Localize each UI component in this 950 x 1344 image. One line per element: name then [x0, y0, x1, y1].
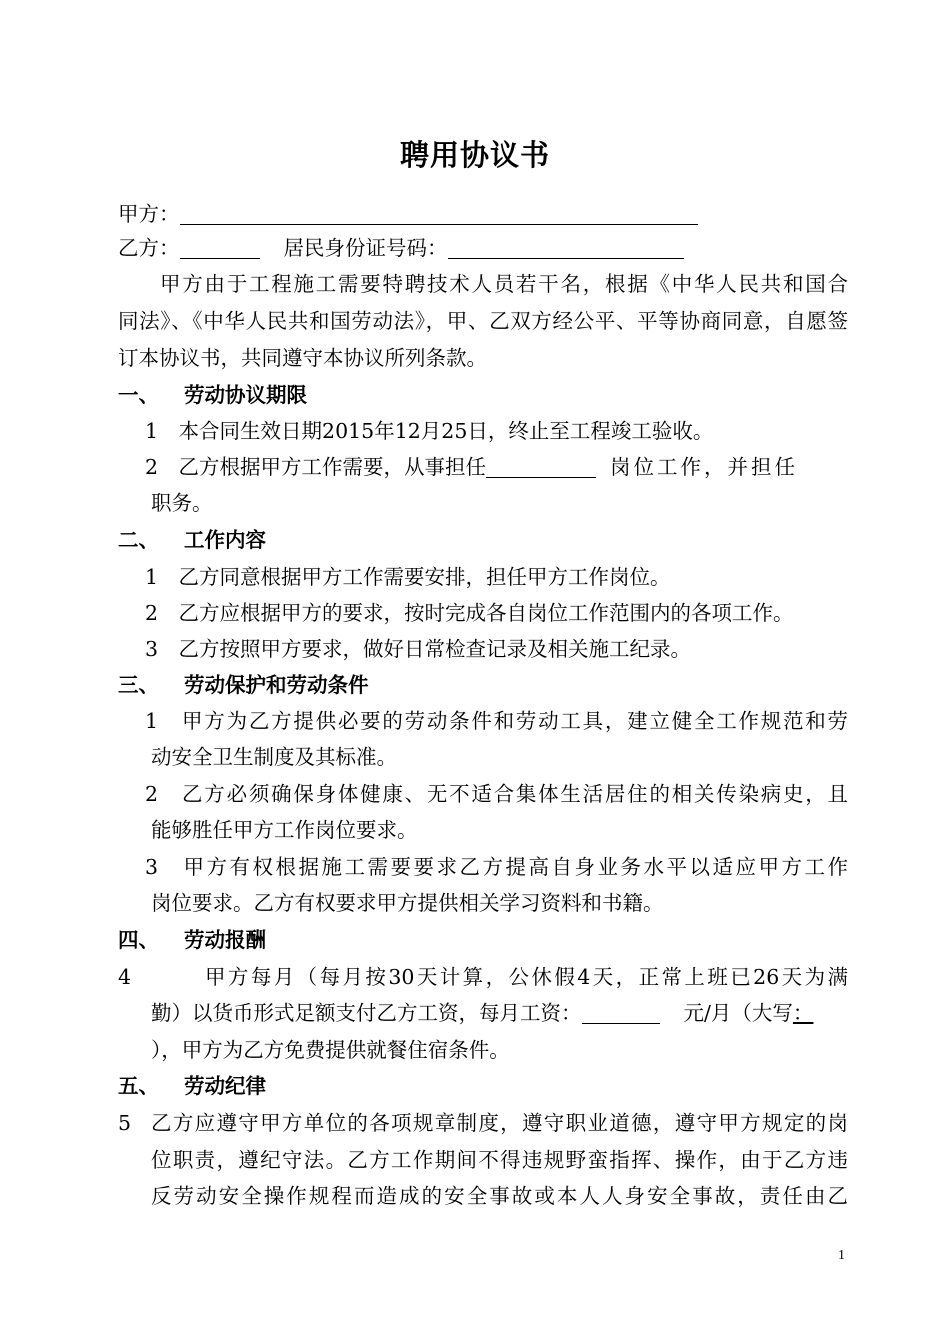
clause-1-2 [145, 452, 848, 482]
page-number: 1 [838, 1248, 845, 1263]
section-number: 二、 [118, 528, 159, 552]
section-number: 一、 [118, 383, 159, 407]
party-a-blank [180, 202, 698, 225]
section-number: 三、 [118, 673, 159, 697]
section-4-heading [118, 925, 266, 955]
salary-blank [582, 1001, 660, 1024]
clause-4-line: ），甲方为乙方免费提供就餐住宿条件。 [151, 1038, 510, 1062]
clause-text: 2 乙方根据甲方工作需要，从事担任 [145, 455, 487, 479]
clause-4-line: 甲方每月（每月按30天计算，公休假4天，正常上班已26天为满 [205, 965, 848, 989]
clause-2-2: 2 乙方应根据甲方的要求，按时完成各自岗位工作范围内的各项工作。 [145, 601, 794, 625]
section-title: 劳动协议期限 [184, 383, 307, 407]
id-number-label: 居民身份证号码： [283, 236, 448, 260]
clause-text: 元/月（大写 [683, 1001, 793, 1025]
id-number-blank [448, 236, 684, 259]
section-title: 工作内容 [184, 528, 266, 552]
clause-3-2: 2 乙方必须确保身体健康、无不适合集体生活居住的相关传染病史，且 [145, 782, 848, 806]
clause-3-3: 3 甲方有权根据施工需要要求乙方提高自身业务水平以适应甲方工作 [145, 855, 848, 879]
clause-text: 岗位工作，并担任 [610, 455, 799, 479]
party-a-line [118, 199, 698, 229]
clause-5-number: 5 [118, 1111, 132, 1135]
section-title: 劳动纪律 [184, 1074, 266, 1098]
party-b-blank [180, 236, 260, 259]
section-number: 五、 [118, 1074, 159, 1098]
intro-line: 订本协议书，共同遵守本协议所列条款。 [118, 346, 487, 370]
clause-3-1: 1 甲方为乙方提供必要的劳动条件和劳动工具，建立健全工作规范和劳 [145, 709, 848, 733]
party-b-label: 乙方： [118, 236, 180, 260]
intro-line: 同法》、《中华人民共和国劳动法》，甲、乙双方经公平、平等协商同意，自愿签 [118, 309, 848, 333]
clause-3-1-cont: 动安全卫生制度及其标准。 [151, 745, 397, 769]
clause-1-1: 1 本合同生效日期2015年12月25日，终止至工程竣工验收。 [145, 419, 714, 443]
section-title: 劳动报酬 [184, 928, 266, 952]
clause-4-number: 4 [118, 965, 132, 989]
section-number: 四、 [118, 928, 159, 952]
section-5-heading [118, 1071, 266, 1101]
clause-2-1: 1 乙方同意根据甲方工作需要安排，担任甲方工作岗位。 [145, 565, 671, 589]
clause-5-line: 乙方应遵守甲方单位的各项规章制度，遵守职业道德，遵守甲方规定的岗 [151, 1111, 848, 1135]
clause-1-2-cont: 职务。 [151, 491, 213, 515]
section-2-heading [118, 525, 266, 555]
clause-4-line [151, 998, 848, 1028]
clause-3-3-cont: 岗位要求。乙方有权要求甲方提供相关学习资料和书籍。 [151, 891, 664, 915]
party-a-label: 甲方： [118, 202, 180, 226]
page-title: 聘用协议书 [399, 138, 550, 172]
clause-3-2-cont: 能够胜任甲方工作岗位要求。 [151, 818, 418, 842]
clause-2-3: 3 乙方按照甲方要求，做好日常检查记录及相关施工纪录。 [145, 637, 692, 661]
party-b-line [118, 233, 684, 263]
clause-5-line: 位职责，遵纪守法。乙方工作期间不得违规野蛮指挥、操作，由于乙方违 [151, 1148, 848, 1172]
clause-text: 勤）以货币形式足额支付乙方工资，每月工资： [151, 1001, 582, 1025]
section-title: 劳动保护和劳动条件 [184, 673, 369, 697]
amount-in-words-blank: ： [792, 1001, 814, 1025]
section-1-heading [118, 380, 307, 410]
position-blank [486, 455, 596, 478]
section-3-heading [118, 670, 369, 700]
clause-5-line: 反劳动安全操作规程而造成的安全事故或本人人身安全事故，责任由乙 [151, 1184, 848, 1208]
intro-line: 甲方由于工程施工需要特聘技术人员若干名，根据《中华人民共和国合 [160, 272, 848, 296]
